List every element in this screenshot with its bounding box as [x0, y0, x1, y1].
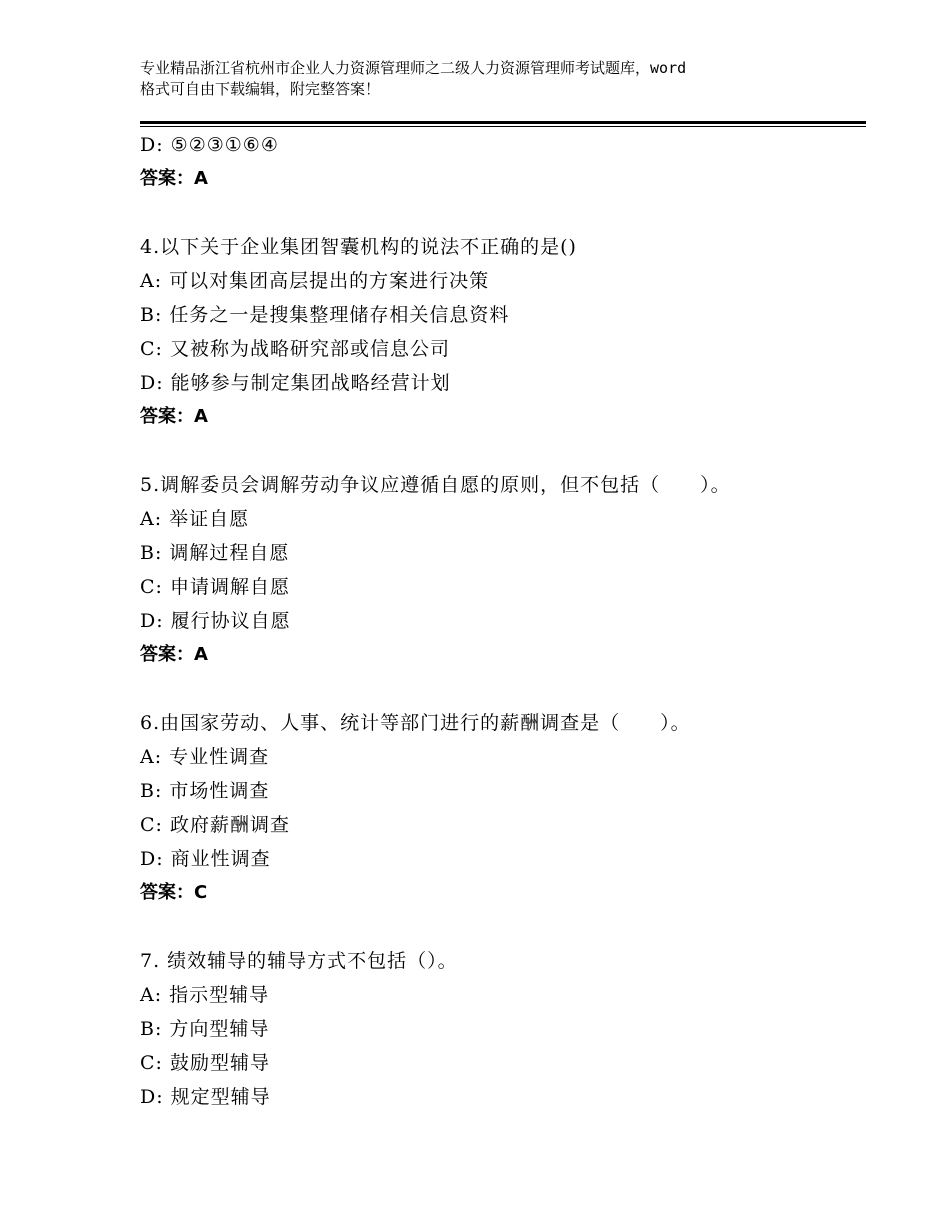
option-b: B: 调解过程自愿 [140, 542, 290, 564]
question-6 [140, 706, 866, 910]
header-divider-thin [140, 126, 866, 127]
spacer [140, 434, 866, 468]
option-a: A: 指示型辅导 [140, 984, 270, 1006]
header-line-1: 专业精品浙江省杭州市企业人力资源管理师之二级人力资源管理师考试题库，word [140, 59, 687, 77]
option-d: D: 规定型辅导 [140, 1086, 271, 1108]
option-a: A: 可以对集团高层提出的方案进行决策 [140, 270, 490, 292]
answer-label: 答案：C [140, 882, 208, 903]
option-c: C: 鼓励型辅导 [140, 1052, 270, 1074]
previous-question-tail [140, 128, 866, 196]
question-5 [140, 468, 866, 672]
question-stem: 5.调解委员会调解劳动争议应遵循自愿的原则，但不包括（ ）。 [140, 474, 731, 496]
spacer [140, 910, 866, 944]
question-7 [140, 944, 866, 1114]
spacer [140, 196, 866, 230]
option-b: B: 市场性调查 [140, 780, 270, 802]
option-a: A: 举证自愿 [140, 508, 250, 530]
answer-label: 答案：A [140, 168, 208, 189]
option-d: D: 能够参与制定集团战略经营计划 [140, 372, 451, 394]
answer-label: 答案：A [140, 406, 208, 427]
option-c: C: 申请调解自愿 [140, 576, 290, 598]
question-4 [140, 230, 866, 434]
question-stem: 6.由国家劳动、人事、统计等部门进行的薪酬调查是（ ）。 [140, 712, 691, 734]
header-divider-thick [140, 121, 866, 124]
header-line-2: 格式可自由下载编辑，附完整答案！ [140, 80, 381, 98]
option-b: B: 方向型辅导 [140, 1018, 270, 1040]
option-d: D: 商业性调查 [140, 848, 271, 870]
question-stem: 4.以下关于企业集团智囊机构的说法不正确的是() [140, 236, 577, 258]
question-stem: 7. 绩效辅导的辅导方式不包括（）。 [140, 950, 458, 972]
answer-label: 答案：A [140, 644, 208, 665]
document-header [140, 58, 840, 100]
option-c: C: 政府薪酬调查 [140, 814, 290, 836]
option-c: C: 又被称为战略研究部或信息公司 [140, 338, 450, 360]
option-b: B: 任务之一是搜集整理储存相关信息资料 [140, 304, 510, 326]
spacer [140, 672, 866, 706]
option-d: D: ⑤②③①⑥④ [140, 134, 279, 156]
option-d: D: 履行协议自愿 [140, 610, 291, 632]
option-a: A: 专业性调查 [140, 746, 270, 768]
question-list [140, 128, 866, 1114]
